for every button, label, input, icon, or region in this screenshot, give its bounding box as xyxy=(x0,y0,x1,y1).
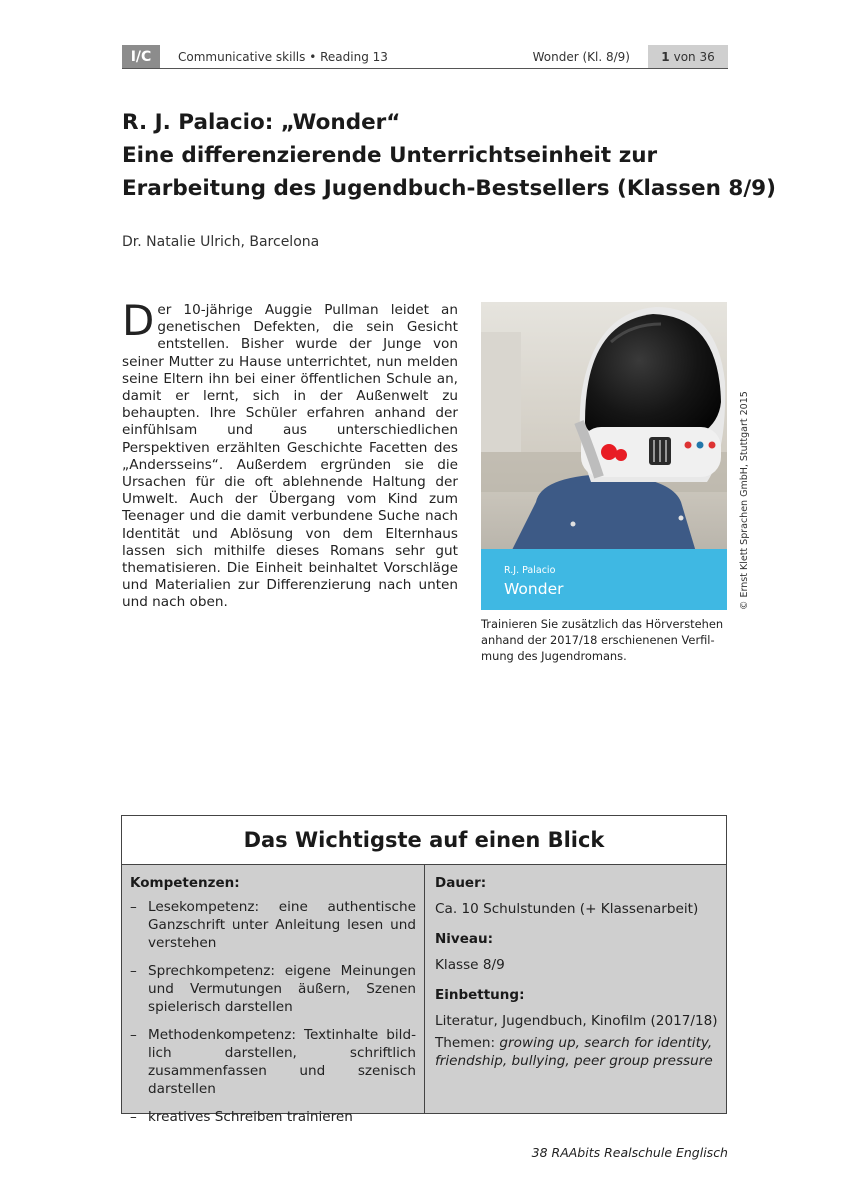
summary-box xyxy=(121,815,727,1125)
title-line-2: Eine differenzierende Unterrichtseinheit zur xyxy=(122,143,658,168)
page-footer: 38 RAAbits Realschule Englisch xyxy=(531,1145,728,1160)
duration-value: Ca. 10 Schulstunden (+ Klassenarbeit) xyxy=(435,901,699,917)
cover-title: Wonder xyxy=(504,580,564,598)
level-label: Niveau: xyxy=(435,931,494,947)
book-cover-image xyxy=(481,302,727,610)
competences-list xyxy=(130,898,416,1126)
page-indicator xyxy=(648,45,728,68)
competence-item: – Methodenkompetenz: Textinhalte bildlich darstellen, schriftlich zusammenfassen und szenisch darstellen xyxy=(130,1026,416,1098)
author-line: Dr. Natalie Ulrich, Barcelona xyxy=(122,234,320,250)
image-caption: Trainieren Sie zusätzlich das Hörverstehen anhand der 2017/18 erschienenen Verfilmung des Jugendromans. xyxy=(481,617,724,663)
page-number: 1 xyxy=(661,49,670,64)
themes-line xyxy=(435,1034,718,1070)
competences-column xyxy=(122,865,425,1125)
themes-prefix: Themen: xyxy=(435,1035,496,1051)
intro-paragraph xyxy=(122,296,458,612)
embedding-label: Einbettung: xyxy=(435,987,525,1003)
cover-title-band xyxy=(481,549,727,610)
cover-author: R.J. Palacio xyxy=(504,565,556,576)
competence-item: – Lesekompetenz: eine authentische Ganzschrift unter Anleitung lesen und verstehen xyxy=(130,898,416,952)
page-total: von 36 xyxy=(673,49,715,64)
competence-item: – Sprechkompetenz: eigene Meinungen und Vermutungen äußern, Szenen spielerisch darstellen xyxy=(130,962,416,1016)
header-topic: Communicative skills • Reading 13 xyxy=(178,50,388,64)
header-rule xyxy=(122,68,728,69)
intro-text: er 10-jährige Auggie Pullman leidet an genetischen Defekten, die sein Gesicht entstellen. Bisher wurde der Junge von seiner Mutter zu Hause unterrichtet, nun melden seine Eltern ihn bei einer öffentlichen Schule an, damit er lernt, sich in der Außenwelt zu behaupten. Ihre Schüler erfahren anhand der einfühlsam und aus unterschiedlichen Perspektiven erzählten Geschichte Facetten des „Andersseins“. Außerdem ergründen sie die Ursachen für die oft ablehnende Haltung der Umwelt. Auch der Übergang vom Kind zum Teenager und die damit verbundene Suche nach Identität und Ablösung von dem Elternhaus lassen sich mithilfe dieses Romans sehr gut thematisieren. Die Einheit beinhaltet Vorschläge und Materialien zur Differenzierung nach unten und nach oben. xyxy=(122,302,458,611)
page-header xyxy=(122,45,728,69)
header-unit-title: Wonder (Kl. 8/9) xyxy=(532,50,630,64)
competences-label: Kompetenzen: xyxy=(130,875,240,891)
duration-label: Dauer: xyxy=(435,875,487,891)
details-column xyxy=(425,865,726,1113)
title-line-3: Erarbeitung des Jugendbuch-Bestsellers (Klassen 8/9) xyxy=(122,176,776,201)
document-title xyxy=(122,106,776,205)
title-line-1: R. J. Palacio: „Wonder“ xyxy=(122,110,401,135)
competence-item: – kreatives Schreiben trainieren xyxy=(130,1108,416,1126)
themes-value: growing up, search for identity, friendship, bullying, peer group pressure xyxy=(435,1035,713,1069)
level-value: Klasse 8/9 xyxy=(435,957,505,973)
section-badge: I/C xyxy=(122,45,160,68)
copyright-notice: © Ernst Klett Sprachen GmbH, Stuttgart 2015 xyxy=(739,391,750,610)
summary-heading: Das Wichtigste auf einen Blick xyxy=(122,816,726,865)
drop-cap: D xyxy=(122,296,155,345)
embedding-value: Literatur, Jugendbuch, Kinofilm (2017/18) xyxy=(435,1013,718,1029)
